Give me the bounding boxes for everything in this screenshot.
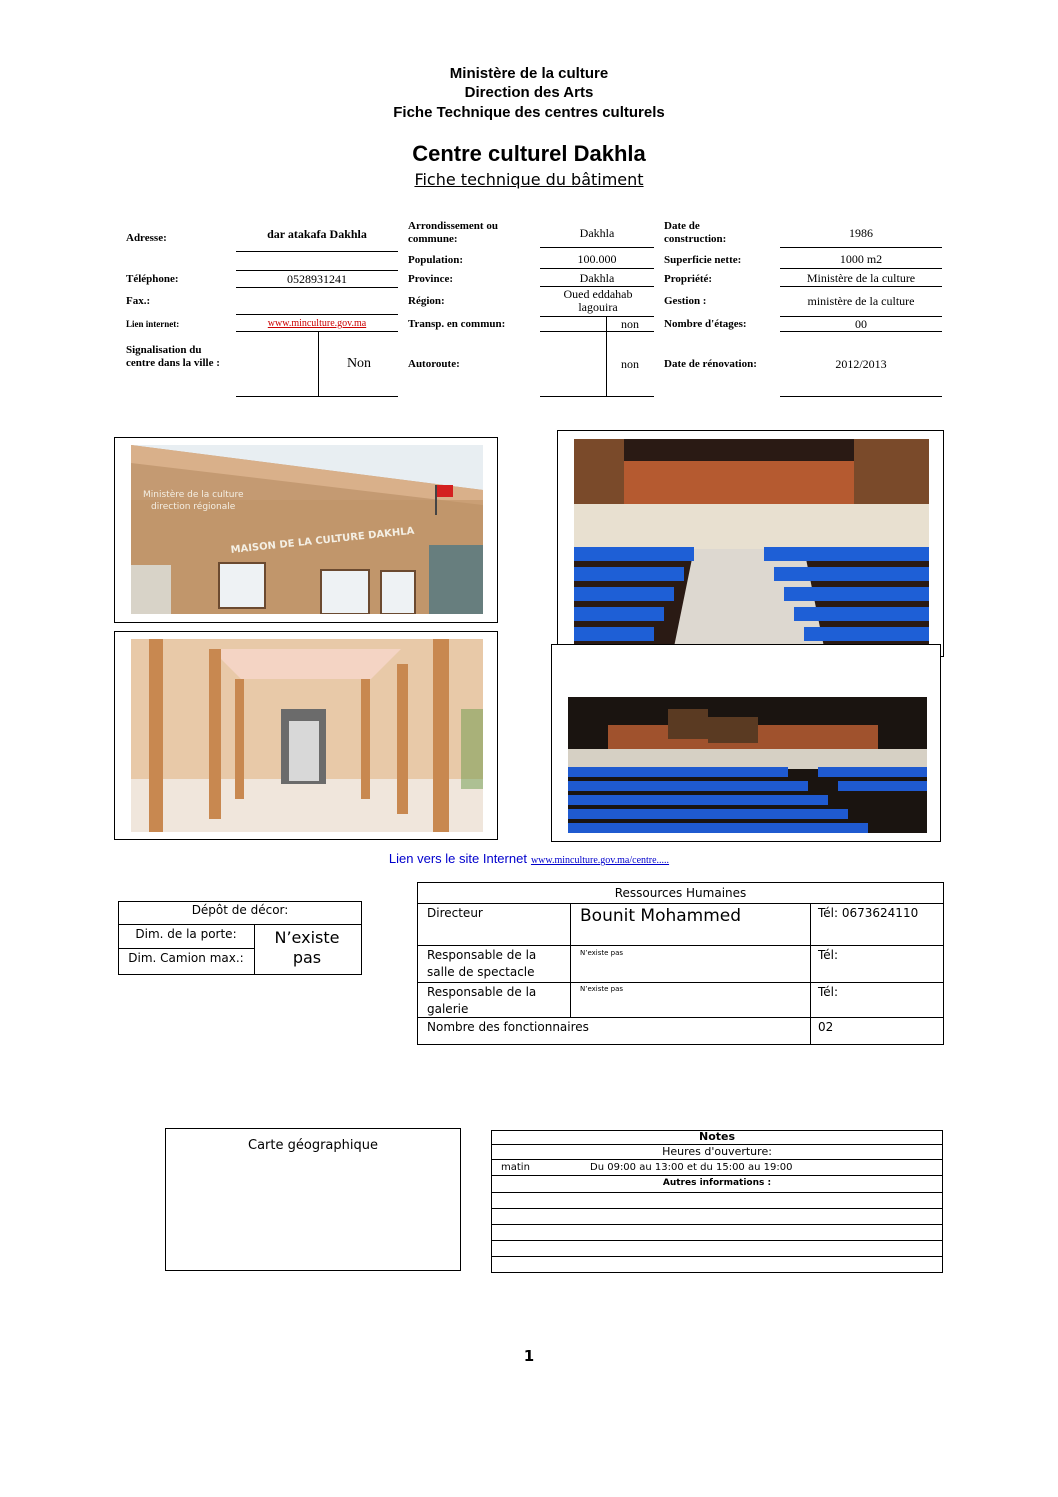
photo-auditorium <box>568 697 927 833</box>
header-fiche: Fiche Technique des centres culturels <box>393 104 665 121</box>
notes-title: Notes <box>698 1130 736 1143</box>
etages-label: Nombre d'étages: <box>664 318 747 330</box>
site-link-label: Lien vers le site Internet <box>388 851 527 866</box>
propriete-label: Propriété: <box>664 273 713 285</box>
gestion-label: Gestion : <box>664 295 707 307</box>
superficie-label: Superficie nette: <box>664 254 742 266</box>
rh-name-salle: N’existe pas <box>580 949 624 957</box>
photo-facade <box>131 445 483 614</box>
region-label: Région: <box>408 295 445 307</box>
page-title: Centre culturel Dakhla <box>412 141 646 166</box>
decor-value: N’existe pas <box>274 928 340 967</box>
photo-frame-hall <box>114 631 498 840</box>
rh-role-directeur: Directeur <box>427 906 483 920</box>
notes-autres-label: Autres informations : <box>662 1178 772 1188</box>
transp-label: Transp. en commun: <box>408 318 506 330</box>
notes-heures-label: Heures d'ouverture: <box>662 1145 772 1158</box>
page-subtitle: Fiche technique du bâtiment <box>414 170 644 189</box>
arrondissement-value: Dakhla <box>579 226 615 240</box>
lien-value[interactable] <box>236 317 398 330</box>
decor-porte-label: Dim. de la porte: <box>135 927 237 941</box>
decor-camion-label: Dim. Camion max.: <box>128 951 244 965</box>
etages-value: 00 <box>855 317 867 331</box>
site-link-line <box>0 850 1058 868</box>
province-label: Province: <box>408 273 454 285</box>
carte-box <box>165 1128 461 1271</box>
header-ministry: Ministère de la culture <box>449 65 609 82</box>
photo-frame-auditorium <box>551 644 941 842</box>
rh-title: Ressources Humaines <box>614 886 747 900</box>
rh-role-fonctionnaires: Nombre des fonctionnaires <box>427 1020 589 1034</box>
renovation-label: Date de rénovation: <box>664 358 757 370</box>
carte-title: Carte géographique <box>248 1138 378 1153</box>
adresse-label: Adresse: <box>126 232 167 244</box>
telephone-value: 0528931241 <box>287 272 347 286</box>
superficie-value: 1000 m2 <box>839 252 883 266</box>
fax-label: Fax.: <box>126 295 151 307</box>
rh-tel-fonctionnaires: 02 <box>818 1020 834 1034</box>
region-value: Oued eddahab lagouira <box>563 287 633 314</box>
site-link-url[interactable]: www.minculture.gov.ma/centre..... <box>530 855 670 866</box>
facade-sign-line3: MAISON DE LA CULTURE DAKHLA <box>230 525 415 556</box>
photo-frame-stage <box>557 430 944 657</box>
header-direction: Direction des Arts <box>464 84 594 101</box>
decor-title: Dépôt de décor: <box>191 903 289 917</box>
rh-tel-salle: Tél: <box>818 948 839 962</box>
transp-value: non <box>621 317 639 331</box>
notes-matin-label: matin <box>501 1162 530 1173</box>
arrondissement-label: Arrondissement ou commune: <box>408 220 498 245</box>
notes-horaires: Du 09:00 au 13:00 et du 15:00 au 19:00 <box>590 1162 793 1173</box>
facade-sign-line2: direction régionale <box>151 502 236 512</box>
photo-stage <box>574 439 929 647</box>
photo-hall <box>131 639 483 832</box>
lien-link[interactable]: www.minculture.gov.ma <box>267 318 367 329</box>
population-label: Population: <box>408 254 464 266</box>
rh-tel-directeur: Tél: 0673624110 <box>818 906 919 920</box>
signalisation-label: Signalisation du centre dans la ville : <box>126 344 220 369</box>
propriete-value: Ministère de la culture <box>806 271 916 285</box>
autoroute-value: non <box>621 357 639 371</box>
date-construction-label: Date de construction: <box>664 220 727 245</box>
facade-sign-line1: Ministère de la culture <box>143 490 244 500</box>
date-construction-value: 1986 <box>849 226 873 240</box>
signalisation-value: Non <box>346 356 372 371</box>
renovation-value: 2012/2013 <box>835 357 887 371</box>
rh-role-galerie: Responsable de la galerie <box>427 985 537 1016</box>
page-number: 1 <box>523 1347 535 1365</box>
rh-role-salle: Responsable de la salle de spectacle <box>427 948 537 979</box>
rh-tel-galerie: Tél: <box>818 985 839 999</box>
autoroute-label: Autoroute: <box>408 358 460 370</box>
rh-name-galerie: N’existe pas <box>580 985 624 993</box>
photo-frame-facade <box>114 437 498 623</box>
adresse-value: dar atakafa Dakhla <box>267 227 367 241</box>
telephone-label: Téléphone: <box>126 273 179 285</box>
gestion-value: ministère de la culture <box>807 294 915 308</box>
population-value: 100.000 <box>577 252 617 266</box>
lien-label: Lien internet: <box>126 319 180 329</box>
province-value: Dakhla <box>579 271 615 285</box>
rh-name-directeur: Bounit Mohammed <box>580 906 742 926</box>
